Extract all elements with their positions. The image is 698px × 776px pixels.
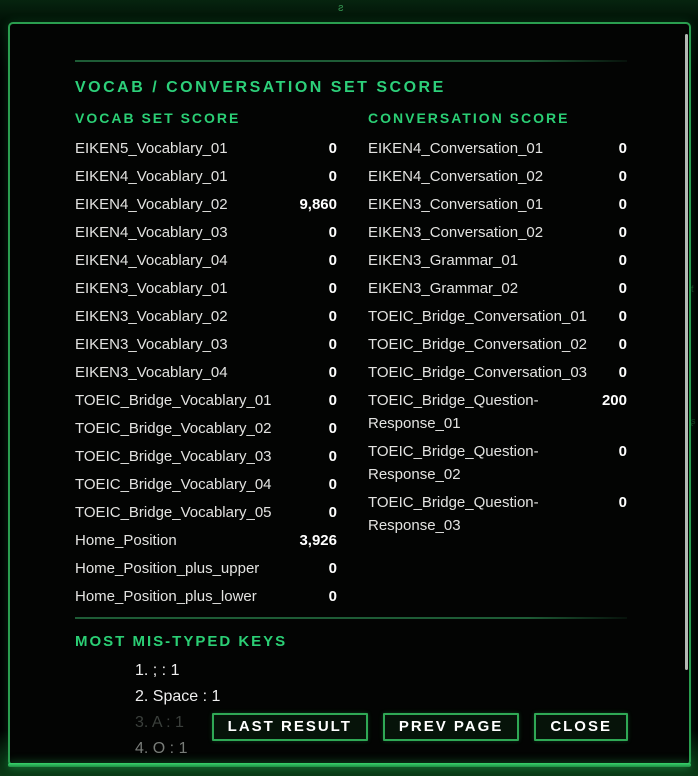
mistyped-key-item: 4. O : 1	[135, 740, 188, 757]
last-result-button[interactable]: LAST RESULT	[212, 713, 368, 741]
score-columns	[75, 108, 627, 613]
score-row	[368, 277, 627, 300]
mistyped-key-item: 3. A : 1	[135, 714, 184, 731]
score-row-value: 0	[618, 364, 627, 381]
score-row-label: EIKEN3_Conversation_02	[368, 224, 544, 241]
score-row	[75, 529, 337, 552]
score-row-label: EIKEN3_Conversation_01	[368, 196, 544, 213]
score-row	[75, 445, 337, 468]
score-row-label: EIKEN5_Vocablary_01	[75, 140, 228, 157]
score-row	[75, 473, 337, 496]
score-row-label: EIKEN3_Grammar_01	[368, 252, 519, 269]
vocab-score-rows	[75, 137, 337, 608]
top-divider	[75, 60, 627, 62]
vocab-score-header: VOCAB SET SCORE	[75, 110, 241, 126]
matrix-rain-glyph: ƭ	[691, 284, 694, 294]
prev-page-button[interactable]: PREV PAGE	[383, 713, 519, 741]
score-row-value: 0	[618, 280, 627, 297]
score-row-label: EIKEN3_Vocablary_03	[75, 336, 228, 353]
score-row	[75, 165, 337, 188]
score-row	[368, 137, 627, 160]
score-row-value: 0	[618, 308, 627, 325]
score-row-value: 0	[328, 336, 337, 353]
score-row-label: TOEIC_Bridge_Question-Response_02	[368, 443, 539, 483]
score-row-value: 0	[328, 364, 337, 381]
score-row-value: 0	[618, 443, 627, 460]
score-row	[368, 165, 627, 188]
score-row-value: 0	[328, 308, 337, 325]
score-row	[368, 249, 627, 272]
score-row	[368, 221, 627, 244]
score-row-value: 0	[328, 588, 337, 605]
mistyped-key-item: 1. ; : 1	[135, 662, 180, 679]
score-row-value: 0	[618, 336, 627, 353]
mistyped-keys-header: MOST MIS-TYPED KEYS	[75, 633, 288, 650]
score-row	[368, 491, 627, 537]
score-row-label: EIKEN4_Vocablary_01	[75, 168, 228, 185]
score-row-label: TOEIC_Bridge_Conversation_03	[368, 364, 588, 381]
score-row-label: TOEIC_Bridge_Conversation_01	[368, 308, 588, 325]
score-row-label: TOEIC_Bridge_Vocablary_02	[75, 420, 272, 437]
score-row	[75, 305, 337, 328]
score-row-label: TOEIC_Bridge_Conversation_02	[368, 336, 588, 353]
score-row-label: TOEIC_Bridge_Question-Response_01	[368, 392, 539, 432]
score-row-value: 0	[328, 224, 337, 241]
score-row-label: EIKEN4_Conversation_01	[368, 140, 544, 157]
mistyped-keys-section	[75, 632, 287, 762]
score-row-value: 0	[618, 494, 627, 511]
score-row-value: 0	[618, 196, 627, 213]
score-row-value: 0	[328, 168, 337, 185]
score-row-value: 3,926	[299, 532, 337, 549]
score-row-label: EIKEN4_Conversation_02	[368, 168, 544, 185]
score-row-value: 0	[618, 140, 627, 157]
scrollbar[interactable]	[685, 34, 688, 670]
vocab-column	[75, 108, 337, 613]
matrix-rain-glyph: ƨ	[338, 2, 344, 14]
score-row	[368, 361, 627, 384]
score-row-label: Home_Position_plus_upper	[75, 560, 260, 577]
score-row-label: TOEIC_Bridge_Vocablary_05	[75, 504, 272, 521]
score-row	[368, 389, 627, 435]
score-row-value: 0	[328, 420, 337, 437]
score-row	[75, 137, 337, 160]
score-row-value: 0	[618, 224, 627, 241]
conversation-score-rows	[368, 137, 627, 537]
score-row-value: 0	[618, 252, 627, 269]
score-row-value: 0	[328, 140, 337, 157]
bottom-green-bar	[8, 763, 691, 767]
close-button[interactable]: CLOSE	[534, 713, 628, 741]
score-row-label: Home_Position_plus_lower	[75, 588, 257, 605]
score-row-label: EIKEN3_Vocablary_04	[75, 364, 228, 381]
mistyped-key-item: 2. Space : 1	[135, 688, 221, 705]
score-row	[368, 333, 627, 356]
score-row-value: 0	[618, 168, 627, 185]
score-row	[368, 440, 627, 486]
score-row-value: 0	[328, 252, 337, 269]
bottom-divider	[75, 617, 627, 619]
score-row	[75, 501, 337, 524]
score-row-label: EIKEN3_Vocablary_02	[75, 308, 228, 325]
conversation-column	[368, 108, 627, 613]
score-row-label: EIKEN4_Vocablary_02	[75, 196, 228, 213]
score-row-label: TOEIC_Bridge_Vocablary_04	[75, 476, 272, 493]
score-row-value: 0	[328, 280, 337, 297]
score-row-label: EIKEN3_Grammar_02	[368, 280, 519, 297]
score-row-value: 0	[328, 448, 337, 465]
score-row	[75, 389, 337, 412]
score-row-value: 0	[328, 392, 337, 409]
score-row-label: EIKEN4_Vocablary_04	[75, 252, 228, 269]
score-row-value: 200	[601, 392, 627, 409]
score-row	[75, 417, 337, 440]
score-row	[75, 585, 337, 608]
score-row-label: TOEIC_Bridge_Question-Response_03	[368, 494, 539, 534]
score-row	[75, 249, 337, 272]
score-row	[75, 193, 337, 216]
score-row-label: EIKEN3_Vocablary_01	[75, 280, 228, 297]
score-row-value: 0	[328, 504, 337, 521]
score-row	[368, 305, 627, 328]
score-panel	[8, 22, 691, 766]
score-row-label: TOEIC_Bridge_Vocablary_03	[75, 448, 272, 465]
score-row	[75, 221, 337, 244]
matrix-rain-glyph: ʂ	[691, 416, 696, 426]
score-row	[368, 193, 627, 216]
button-row	[212, 713, 628, 741]
score-row-label: TOEIC_Bridge_Vocablary_01	[75, 392, 272, 409]
conversation-score-header: CONVERSATION SCORE	[368, 110, 570, 126]
score-row	[75, 361, 337, 384]
score-row-value: 0	[328, 560, 337, 577]
score-row-value: 0	[328, 476, 337, 493]
score-row	[75, 277, 337, 300]
mistyped-keys-list	[135, 658, 287, 762]
score-row-label: EIKEN4_Vocablary_03	[75, 224, 228, 241]
page-title: VOCAB / CONVERSATION SET SCORE	[75, 79, 446, 96]
score-row	[75, 333, 337, 356]
score-row-value: 9,860	[299, 196, 337, 213]
score-row-label: Home_Position	[75, 532, 177, 549]
score-row	[75, 557, 337, 580]
